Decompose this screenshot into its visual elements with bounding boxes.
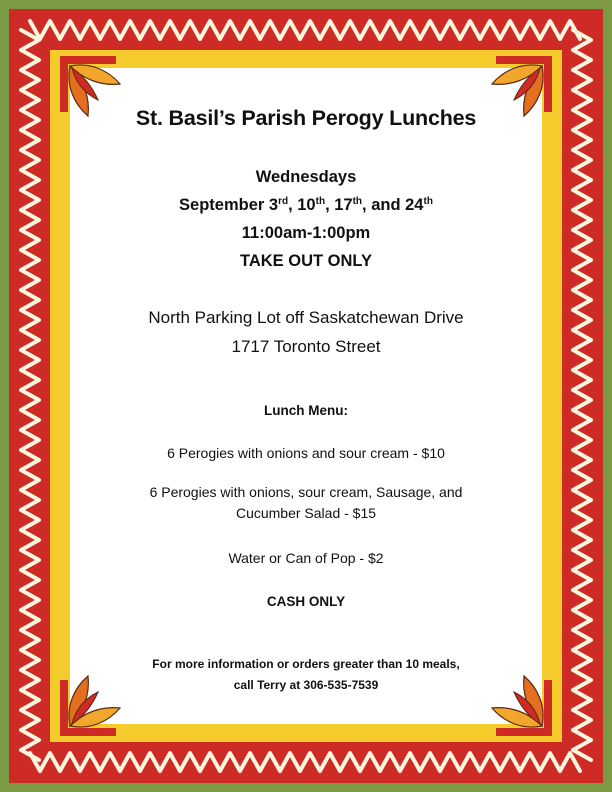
menu-heading: Lunch Menu:	[264, 403, 348, 418]
contact-line-1: For more information or orders greater than 10 meals,	[152, 657, 460, 671]
menu-item-2-line-1: 6 Perogies with onions, sour cream, Sausage, and	[149, 484, 463, 500]
event-time: 11:00am-1:00pm	[241, 224, 371, 242]
flyer-content	[96, 0, 516, 792]
event-dates: September 3rd, 10th, 17th, and 24th	[179, 196, 433, 214]
takeout-notice: TAKE OUT ONLY	[239, 252, 372, 270]
event-day: Wednesdays	[255, 168, 357, 186]
payment-notice: CASH ONLY	[266, 594, 346, 609]
contact-line-2: call Terry at 306-535-7539	[233, 678, 379, 692]
location-line-1: North Parking Lot off Saskatchewan Drive	[148, 308, 464, 327]
flyer-title: St. Basil’s Parish Perogy Lunches	[135, 106, 477, 130]
menu-item-1: 6 Perogies with onions and sour cream - $10	[167, 445, 445, 461]
location-line-2: 1717 Toronto Street	[231, 337, 381, 356]
menu-item-2-line-2: Cucumber Salad - $15	[235, 505, 377, 521]
menu-item-3: Water or Can of Pop - $2	[228, 550, 384, 566]
